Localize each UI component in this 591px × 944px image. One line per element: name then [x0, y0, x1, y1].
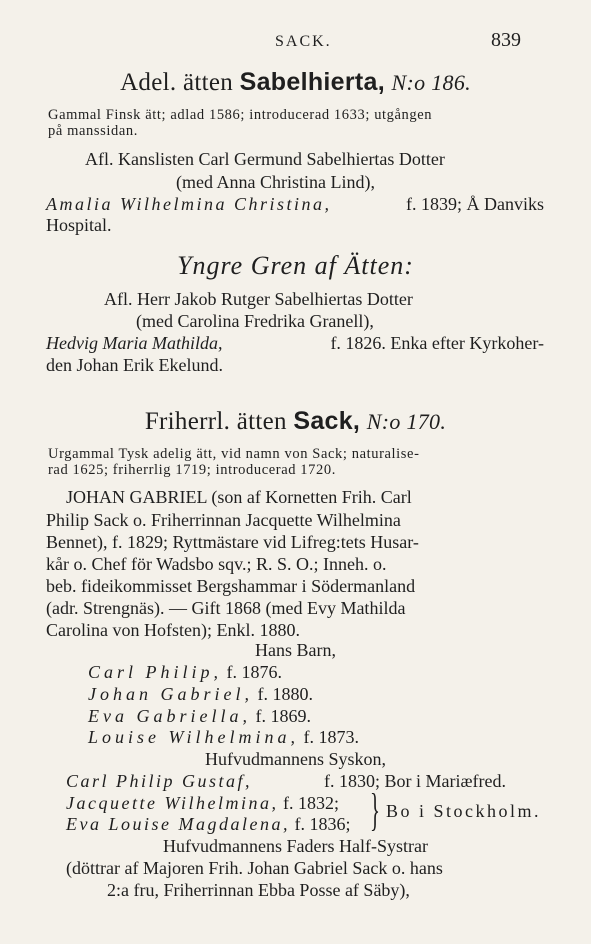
child-name: Eva Gabriella, [88, 706, 251, 726]
child-entry [88, 684, 313, 705]
person-name: Amalia Wilhelmina Christina, [46, 194, 332, 214]
intro-line: rad 1625; friherrlig 1719; introducerad 1720. [48, 462, 336, 478]
section-heading-sabelhierta [0, 68, 591, 97]
sibling-name: Jacquette Wilhelmina, [66, 793, 279, 813]
curly-brace-icon: } [370, 784, 380, 835]
sibling-info: f. 1836; [294, 814, 351, 834]
birth-info: f. 1839; Å Danviks [406, 194, 544, 214]
sibling-entry [66, 793, 339, 814]
entry-name-line [46, 194, 544, 215]
heading-prefix: Adel. ätten [120, 69, 234, 96]
main-entry-line: Philip Sack o. Friherrinnan Jacquette Wilhelmina [46, 510, 401, 530]
main-entry-line: Carolina von Hofsten); Enkl. 1880. [46, 620, 300, 640]
child-name: Carl Philip, [88, 662, 223, 682]
page-number: 839 [491, 29, 521, 51]
birth-info: f. 1826. Enka efter Kyrkoher- [330, 333, 544, 353]
sibling-name: Eva Louise Magdalena, [66, 814, 290, 834]
main-entry-line: (adr. Strengnäs). — Gift 1868 (med Evy Mathilda [46, 598, 406, 618]
child-birth: f. 1876. [226, 662, 283, 682]
sibling-entry [66, 814, 350, 835]
shared-residence: Bo i Stockholm. [386, 801, 542, 821]
child-birth: f. 1869. [255, 706, 311, 726]
subheading-younger-branch: Yngre Gren af Ätten: [177, 251, 414, 280]
entry-line: den Johan Erik Ekelund. [46, 355, 223, 375]
entry-line: (med Carolina Fredrika Granell), [136, 311, 374, 331]
main-entry-line: Bennet), f. 1829; Ryttmästare vid Lifreg:tets Husar- [46, 532, 419, 552]
running-head-title: SACK. [275, 33, 332, 50]
heading-number: N:o 186. [391, 70, 471, 95]
child-birth: f. 1873. [303, 727, 359, 747]
entry-line: (med Anna Christina Lind), [176, 172, 375, 192]
entry-name-line [46, 333, 544, 354]
children-heading: Hans Barn, [255, 640, 336, 660]
child-birth: f. 1880. [257, 684, 313, 704]
heading-family-name: Sabelhierta, [239, 68, 385, 96]
child-entry [88, 662, 282, 683]
heading-prefix: Friherrl. ätten [144, 408, 287, 435]
aunts-heading: Hufvudmannens Faders Half-Systrar [163, 836, 428, 856]
entry-line: Hospital. [46, 215, 112, 235]
intro-line: Gammal Finsk ätt; adlad 1586; introducerad 1633; utgången [48, 107, 433, 123]
sibling-info: f. 1830; Bor i Mariæfred. [324, 771, 506, 791]
sibling-info: f. 1832; [282, 793, 339, 813]
child-name: Louise Wilhelmina, [88, 727, 299, 747]
main-entry-line: JOHAN GABRIEL (son af Kornetten Frih. Carl [66, 487, 412, 507]
main-entry-line: beb. fideikommisset Bergshammar i Södermanland [46, 576, 416, 596]
main-entry-line: kår o. Chef för Wadsbo sqv.; R. S. O.; Inneh. o. [46, 554, 387, 574]
aunts-line: (döttrar af Majoren Frih. Johan Gabriel Sack o. hans [66, 858, 443, 878]
siblings-heading: Hufvudmannens Syskon, [205, 749, 386, 769]
person-name: Hedvig Maria Mathilda, [46, 333, 223, 353]
child-entry [88, 727, 359, 748]
child-name: Johan Gabriel, [88, 684, 253, 704]
heading-number: N:o 170. [366, 409, 447, 434]
heading-family-name: Sack, [293, 407, 361, 435]
sibling-entry [66, 771, 506, 792]
aunts-line: 2:a fru, Friherrinnan Ebba Posse af Säby), [107, 880, 410, 900]
child-entry [88, 706, 311, 727]
intro-line: på manssidan. [48, 123, 138, 139]
entry-line: Afl. Kanslisten Carl Germund Sabelhiertas Dotter [85, 149, 445, 169]
section-heading-sack [0, 407, 591, 436]
intro-line: Urgammal Tysk adelig ätt, vid namn von Sack; naturalise- [48, 446, 420, 462]
sibling-name: Carl Philip Gustaf, [66, 771, 253, 791]
entry-line: Afl. Herr Jakob Rutger Sabelhiertas Dotter [104, 289, 413, 309]
